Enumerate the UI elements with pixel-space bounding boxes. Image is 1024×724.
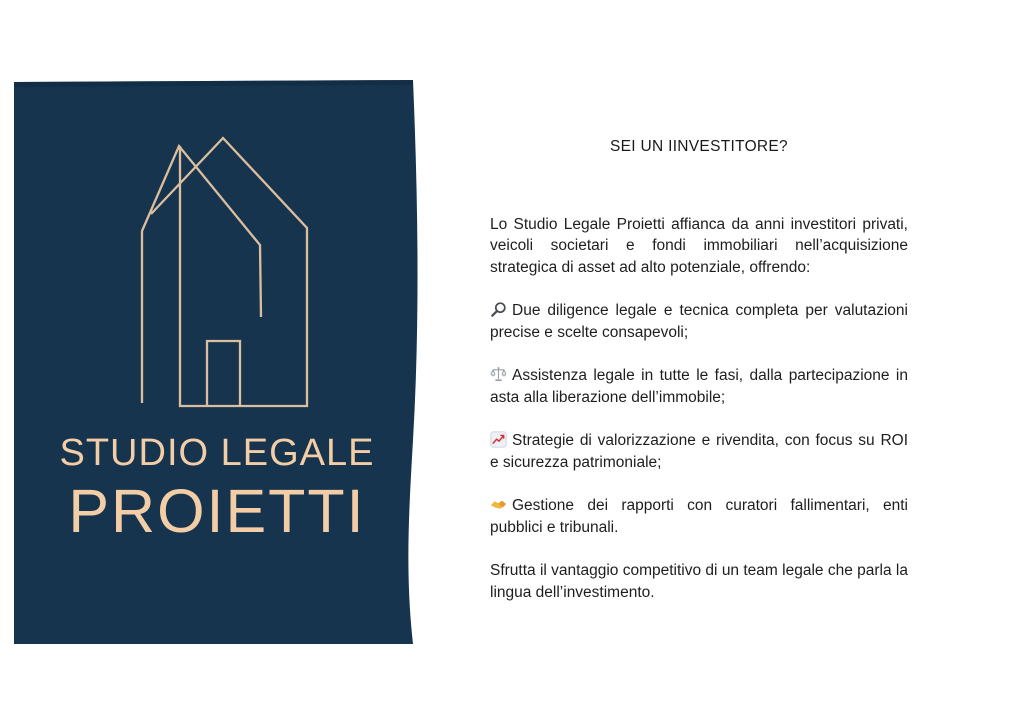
outro-text: Sfrutta il vantaggio competitivo di un team legale che parla la lingua dell’investimento. xyxy=(490,562,908,601)
page-title: SEI UN IINVESTITORE? xyxy=(610,138,788,155)
bullet-text: Due diligence legale e tecnica completa per valutazioni precise e scelte consapevoli; xyxy=(490,302,908,341)
bullet-item-strategie xyxy=(490,430,908,473)
bullet-text: Strategie di valorizzazione e rivendita, con focus su ROI e sicurezza patrimoniale; xyxy=(490,432,908,471)
handshake-icon xyxy=(490,496,507,513)
firm-name-line1: STUDIO LEGALE xyxy=(59,432,375,474)
bullet-text: Gestione dei rapporti con curatori fallimentari, enti pubblici e tribunali. xyxy=(490,497,908,536)
chart-increasing-icon xyxy=(490,431,507,448)
intro-paragraph xyxy=(490,214,908,279)
intro-text: Lo Studio Legale Proietti affianca da anni investitori privati, veicoli societari e fondi immobiliari nell’acquisizione strategica di asset ad alto potenziale, offrendo: xyxy=(490,215,908,276)
outro-paragraph xyxy=(490,560,908,603)
bullet-item-gestione xyxy=(490,495,908,538)
bullet-item-due-diligence xyxy=(490,300,908,343)
bullet-item-assistenza xyxy=(490,365,908,408)
balance-scale-icon xyxy=(490,366,507,383)
firm-name-line2: PROIETTI xyxy=(68,477,366,545)
brand-panel-shape xyxy=(14,80,434,644)
magnifying-glass-icon xyxy=(490,301,507,318)
content-column xyxy=(490,136,908,603)
brand-panel xyxy=(14,80,434,644)
bullet-text: Assistenza legale in tutte le fasi, dalla partecipazione in asta alla liberazione dell’immobile; xyxy=(490,367,908,406)
